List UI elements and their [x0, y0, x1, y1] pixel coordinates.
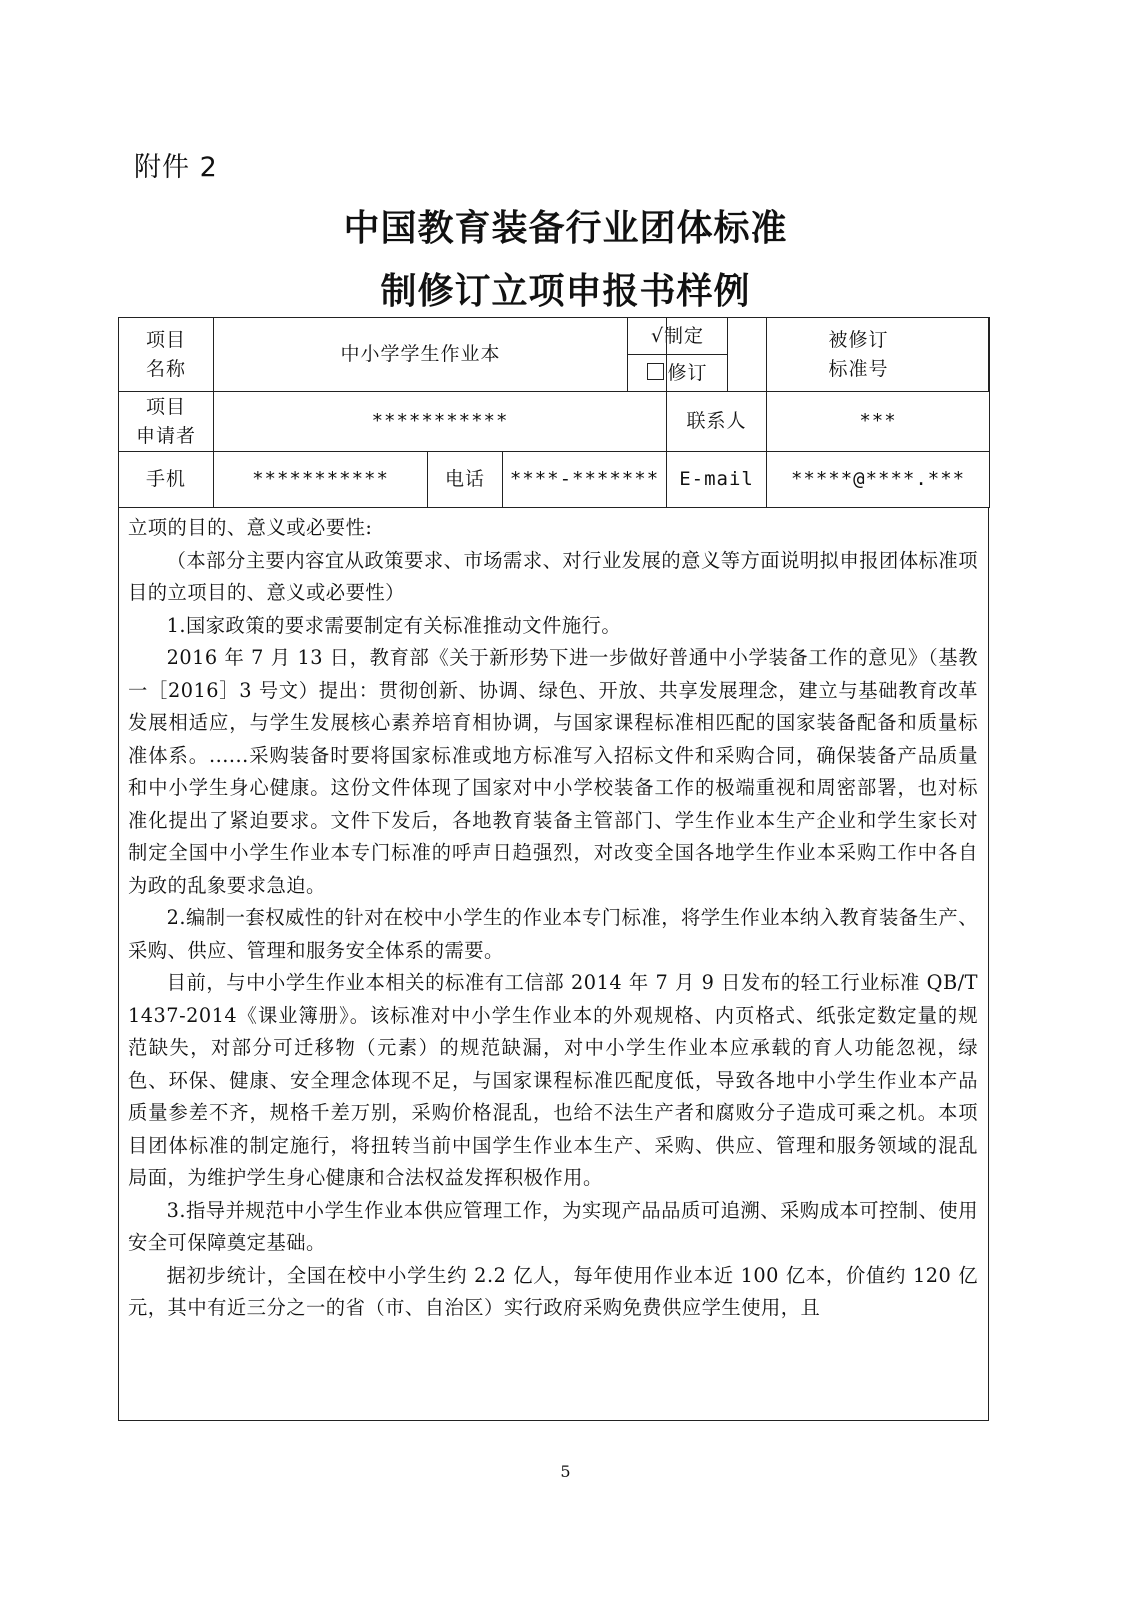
project-name-value: 中小学学生作业本 [214, 318, 628, 392]
phone-value: ****-******* [503, 452, 667, 508]
page-number: 5 [560, 1462, 571, 1481]
contact-label: 联系人 [667, 392, 767, 452]
paragraph-1: 2016 年 7 月 13 日，教育部《关于新形势下进一步做好普通中小学装备工作的意见》（基教一［2016］3 号文）提出：贯彻创新、协调、绿色、开放、共享发展理念，建立与基础教育改革发展相适应，与学生发展核心素养培育相协调，与国家课程标准相匹配的国家装备配备和质量标准体系。......采购装备时要将国家标准或地方标准写入招标文件和采购合同，确保装备产品质量和中小学生身心健康。这份文件体现了国家对中小学校装备工作的极端重视和周密部署，也对标准化提出了紧迫要求。文件下发后，各地教育装备主管部门、学生作业本生产企业和学生家长对制定全国中小学生作业本专门标准的呼声日趋强烈，对改变全国各地学生作业本采购工作中各自为政的乱象要求急迫。 [128, 646, 978, 897]
mobile-value: *********** [214, 452, 428, 508]
paragraph-2: 目前，与中小学生作业本相关的标准有工信部 2014 年 7 月 9 日发布的轻工行业标准 QB/T 1437-2014《课业簿册》。该标准对中小学生作业本的外观规格、内页格式、纸张定数定量的规范缺失，对部分可迁移物（元素）的规范缺漏，对中小学生作业本应承载的育人功能忽视，绿色、环保、健康、安全理念体现不足，与国家课程标准匹配度低，导致各地中小学生作业本产品质量参差不齐，规格千差万别，采购价格混乱，也给不法生产者和腐败分子造成可乘之机。本项目团体标准的制定施行，将扭转当前中国学生作业本生产、采购、供应、管理和服务领域的混乱局面，为维护学生身心健康和合法权益发挥积极作用。 [128, 971, 978, 1189]
revised-standard-label: 被修订 标准号 [728, 318, 990, 392]
option-revise: 修订 [628, 355, 728, 392]
applicant-value: *********** [214, 392, 667, 452]
point-3: 3.指导并规范中小学生作业本供应管理工作，为实现产品品质可追溯、采购成本可控制、使用安全可保障奠定基础。 [128, 1198, 978, 1254]
document-title-line2: 制修订立项申报书样例 [380, 271, 751, 312]
paragraph-3: 据初步统计，全国在校中小学生约 2.2 亿人，每年使用作业本近 100 亿本，价值约 120 亿元，其中有近三分之一的省（市、自治区）实行政府采购免费供应学生使用，且 [128, 1263, 978, 1319]
purpose-section [128, 512, 978, 1325]
document-title-line1: 中国教育装备行业团体标准 [343, 208, 788, 249]
phone-label: 电话 [428, 452, 503, 508]
point-2: 2.编制一套权威性的针对在校中小学生的作业本专门标准，将学生作业本纳入教育装备生产、采购、供应、管理和服务安全体系的需要。 [128, 906, 978, 962]
section-note: （本部分主要内容宜从政策要求、市场需求、对行业发展的意义等方面说明拟申报团体标准项目的立项目的、意义或必要性） [128, 548, 978, 604]
section-heading: 立项的目的、意义或必要性: [128, 516, 373, 539]
revised-standard-value [767, 318, 990, 392]
point-1: 1.国家政策的要求需要制定有关标准推动文件施行。 [166, 613, 622, 637]
mobile-label: 手机 [119, 452, 214, 508]
email-value: *****@****.*** [767, 452, 990, 508]
contact-value: *** [767, 392, 990, 452]
project-info-grid [118, 317, 990, 508]
option-formulate-checked: √制定 [628, 318, 728, 355]
applicant-label: 项目 申请者 [119, 392, 214, 452]
email-label: E-mail [667, 452, 767, 508]
attachment-label: 附件 2 [134, 152, 218, 183]
project-name-label: 项目 名称 [119, 318, 214, 392]
